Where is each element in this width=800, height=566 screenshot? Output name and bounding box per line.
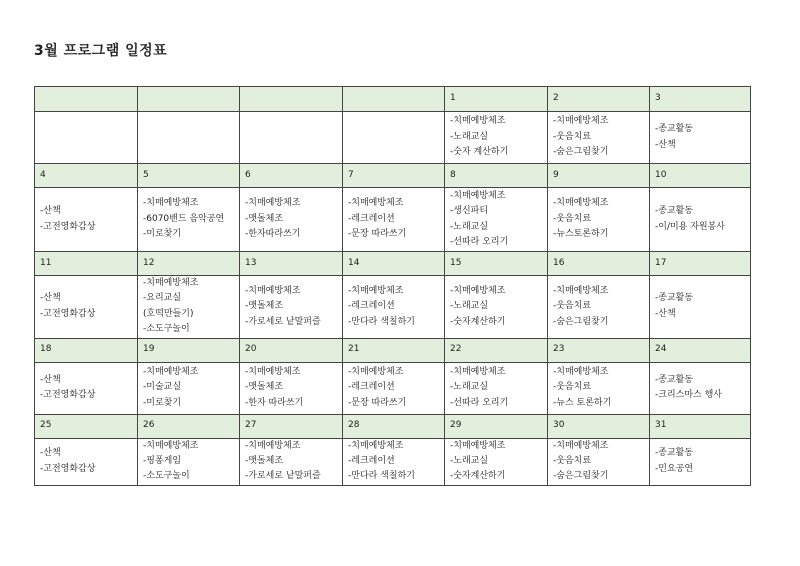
date-cell: 10	[650, 164, 751, 188]
activity-cell	[650, 112, 751, 164]
activity-item: -치매예방체조	[553, 367, 609, 378]
activity-item: -고전영화감상	[40, 390, 96, 401]
date-cell: 9	[548, 164, 650, 188]
activity-cell	[548, 438, 650, 485]
activity-cell	[138, 188, 240, 252]
activity-cell	[343, 438, 445, 485]
activity-item: -산책	[40, 448, 61, 459]
activity-item: -레크레이션	[348, 301, 395, 312]
activity-cell	[138, 362, 240, 414]
activity-item: -치매예방체조	[348, 440, 404, 451]
activity-item: -웃음치료	[553, 131, 592, 142]
activity-item: -한자따라쓰기	[245, 229, 301, 240]
activity-item: -치매예방체조	[553, 198, 609, 209]
date-cell: 27	[240, 414, 343, 438]
activity-cell	[35, 188, 138, 252]
date-cell: 31	[650, 414, 751, 438]
date-cell	[35, 87, 138, 112]
date-row	[35, 338, 751, 362]
activity-item: -노래교실	[450, 131, 489, 142]
activity-item: -한자 따라쓰기	[245, 397, 304, 408]
activity-item: -종교활동	[655, 293, 694, 304]
activity-cell	[343, 362, 445, 414]
date-cell: 20	[240, 338, 343, 362]
activity-item: -치매예방체조	[245, 285, 301, 296]
date-cell: 16	[548, 252, 650, 276]
activity-cell	[138, 438, 240, 485]
activity-cell	[35, 276, 138, 339]
activity-item: -문장 따라쓰기	[348, 397, 407, 408]
activity-item: -종교활동	[655, 206, 694, 217]
activity-item: -가로세로 낱말퍼즐	[245, 316, 321, 327]
date-row	[35, 164, 751, 188]
activity-item: -미로찾기	[143, 229, 182, 240]
activity-item: -미술교실	[143, 382, 182, 393]
activity-cell	[35, 112, 138, 164]
date-cell: 1	[445, 87, 548, 112]
date-cell: 15	[445, 252, 548, 276]
activity-item: -노래교실	[450, 221, 489, 232]
activity-item: -소도구놀이	[143, 324, 190, 335]
activity-item: -치매예방체조	[450, 440, 506, 451]
activity-cell	[240, 276, 343, 339]
activity-cell	[445, 362, 548, 414]
activity-cell	[650, 276, 751, 339]
date-cell: 28	[343, 414, 445, 438]
activity-item: -맷돌체조	[245, 456, 284, 467]
date-cell: 8	[445, 164, 548, 188]
activity-item: -핑퐁게임	[143, 456, 182, 467]
activity-cell	[650, 438, 751, 485]
activity-item: -치매예방체조	[553, 440, 609, 451]
activity-item: -민요공연	[655, 463, 694, 474]
activity-cell	[445, 112, 548, 164]
activity-item: -치매예방체조	[348, 198, 404, 209]
activity-item: (호떡만들기)	[143, 308, 194, 319]
activity-item: -뉴스토론하기	[553, 229, 609, 240]
activity-item: -맷돌체조	[245, 213, 284, 224]
activity-item: -레크레이션	[348, 456, 395, 467]
date-row	[35, 87, 751, 112]
activity-item: -레크레이션	[348, 213, 395, 224]
activity-item: -웃음치료	[553, 382, 592, 393]
activity-cell	[35, 362, 138, 414]
date-cell: 22	[445, 338, 548, 362]
activity-item: -요리교실	[143, 293, 182, 304]
activity-item: -웃음치료	[553, 301, 592, 312]
activity-row	[35, 188, 751, 252]
date-cell: 25	[35, 414, 138, 438]
date-cell: 6	[240, 164, 343, 188]
activity-item: -레크레이션	[348, 382, 395, 393]
activity-item: -맷돌체조	[245, 301, 284, 312]
schedule-table	[34, 86, 751, 486]
activity-item: -종교활동	[655, 374, 694, 385]
date-cell: 4	[35, 164, 138, 188]
date-cell: 3	[650, 87, 751, 112]
date-cell: 2	[548, 87, 650, 112]
activity-item: -종교활동	[655, 448, 694, 459]
activity-cell	[35, 438, 138, 485]
activity-cell	[240, 362, 343, 414]
activity-item: -치매예방체조	[348, 367, 404, 378]
activity-row	[35, 362, 751, 414]
activity-item: -선따라 오리기	[450, 236, 509, 247]
date-cell: 29	[445, 414, 548, 438]
activity-item: -숫자계산하기	[450, 316, 506, 327]
activity-cell	[240, 112, 343, 164]
activity-cell	[138, 112, 240, 164]
date-cell: 26	[138, 414, 240, 438]
activity-item: -만다라 색칠하기	[348, 471, 415, 482]
activity-item: -산책	[655, 139, 676, 150]
activity-item: -치매예방체조	[143, 440, 199, 451]
activity-item: -종교활동	[655, 124, 694, 135]
activity-cell	[138, 276, 240, 339]
activity-cell	[240, 188, 343, 252]
activity-item: -숫자 계산하기	[450, 147, 509, 158]
activity-item: -치매예방체조	[450, 367, 506, 378]
activity-cell	[343, 276, 445, 339]
activity-cell	[650, 188, 751, 252]
activity-item: -노래교실	[450, 456, 489, 467]
activity-item: -웃음치료	[553, 213, 592, 224]
date-cell: 21	[343, 338, 445, 362]
activity-item: -가로세로 낱말퍼즐	[245, 471, 321, 482]
activity-item: -치매예방체조	[143, 278, 199, 288]
activity-item: -미로찾기	[143, 397, 182, 408]
date-cell: 14	[343, 252, 445, 276]
activity-item: -노래교실	[450, 382, 489, 393]
activity-item: -산책	[40, 374, 61, 385]
date-cell: 13	[240, 252, 343, 276]
activity-item: -치매예방체조	[553, 285, 609, 296]
activity-item: -치매예방체조	[450, 116, 506, 127]
activity-cell	[548, 112, 650, 164]
date-row	[35, 414, 751, 438]
activity-item: -치매예방체조	[245, 198, 301, 209]
date-cell	[240, 87, 343, 112]
activity-item: -노래교실	[450, 301, 489, 312]
activity-item: -고전영화감상	[40, 308, 96, 319]
activity-item: -고전영화감상	[40, 221, 96, 232]
activity-item: -숫자계산하기	[450, 471, 506, 482]
activity-item: -고전영화감상	[40, 463, 96, 474]
activity-cell	[445, 276, 548, 339]
activity-item: -6070밴드 음악공연	[143, 213, 225, 224]
activity-row	[35, 276, 751, 339]
date-cell: 5	[138, 164, 240, 188]
activity-item: -치매예방체조	[450, 285, 506, 296]
activity-item: -치매예방체조	[245, 367, 301, 378]
activity-cell	[240, 438, 343, 485]
activity-cell	[445, 188, 548, 252]
date-cell: 18	[35, 338, 138, 362]
activity-cell	[548, 362, 650, 414]
activity-item: -뉴스 토론하기	[553, 397, 612, 408]
activity-item: -숨은그림찾기	[553, 147, 609, 158]
date-cell: 11	[35, 252, 138, 276]
activity-item: -치매예방체조	[143, 198, 199, 209]
date-cell: 19	[138, 338, 240, 362]
page-title: 3월 프로그램 일정표	[34, 43, 168, 59]
activity-item: -선따라 오리기	[450, 397, 509, 408]
activity-cell	[548, 188, 650, 252]
activity-item: -산책	[40, 206, 61, 217]
activity-item: -산책	[655, 308, 676, 319]
date-cell	[138, 87, 240, 112]
activity-item: -치매예방체조	[245, 440, 301, 451]
activity-cell	[343, 112, 445, 164]
activity-item: -치매예방체조	[143, 367, 199, 378]
activity-item: -치매예방체조	[348, 285, 404, 296]
activity-item: -치매예방체조	[553, 116, 609, 127]
activity-row	[35, 112, 751, 164]
date-cell: 7	[343, 164, 445, 188]
date-cell: 24	[650, 338, 751, 362]
activity-item: -웃음치료	[553, 456, 592, 467]
activity-item: -숨은그림찾기	[553, 471, 609, 482]
activity-item: -소도구놀이	[143, 471, 190, 482]
date-cell	[343, 87, 445, 112]
activity-item: -문장 따라쓰기	[348, 229, 407, 240]
activity-item: -숨은그림찾기	[553, 316, 609, 327]
activity-item: -이/미용 자원봉사	[655, 221, 725, 232]
activity-item: -크리스마스 행사	[655, 390, 722, 401]
activity-cell	[548, 276, 650, 339]
date-cell: 12	[138, 252, 240, 276]
activity-item: -맷돌체조	[245, 382, 284, 393]
date-cell: 17	[650, 252, 751, 276]
activity-cell	[343, 188, 445, 252]
activity-item: -만다라 색칠하기	[348, 316, 415, 327]
activity-item: -생신파티	[450, 206, 489, 217]
activity-row	[35, 438, 751, 485]
activity-cell	[445, 438, 548, 485]
activity-item: -치매예방체조	[450, 190, 506, 201]
date-cell: 30	[548, 414, 650, 438]
date-row	[35, 252, 751, 276]
activity-item: -산책	[40, 293, 61, 304]
activity-cell	[650, 362, 751, 414]
date-cell: 23	[548, 338, 650, 362]
